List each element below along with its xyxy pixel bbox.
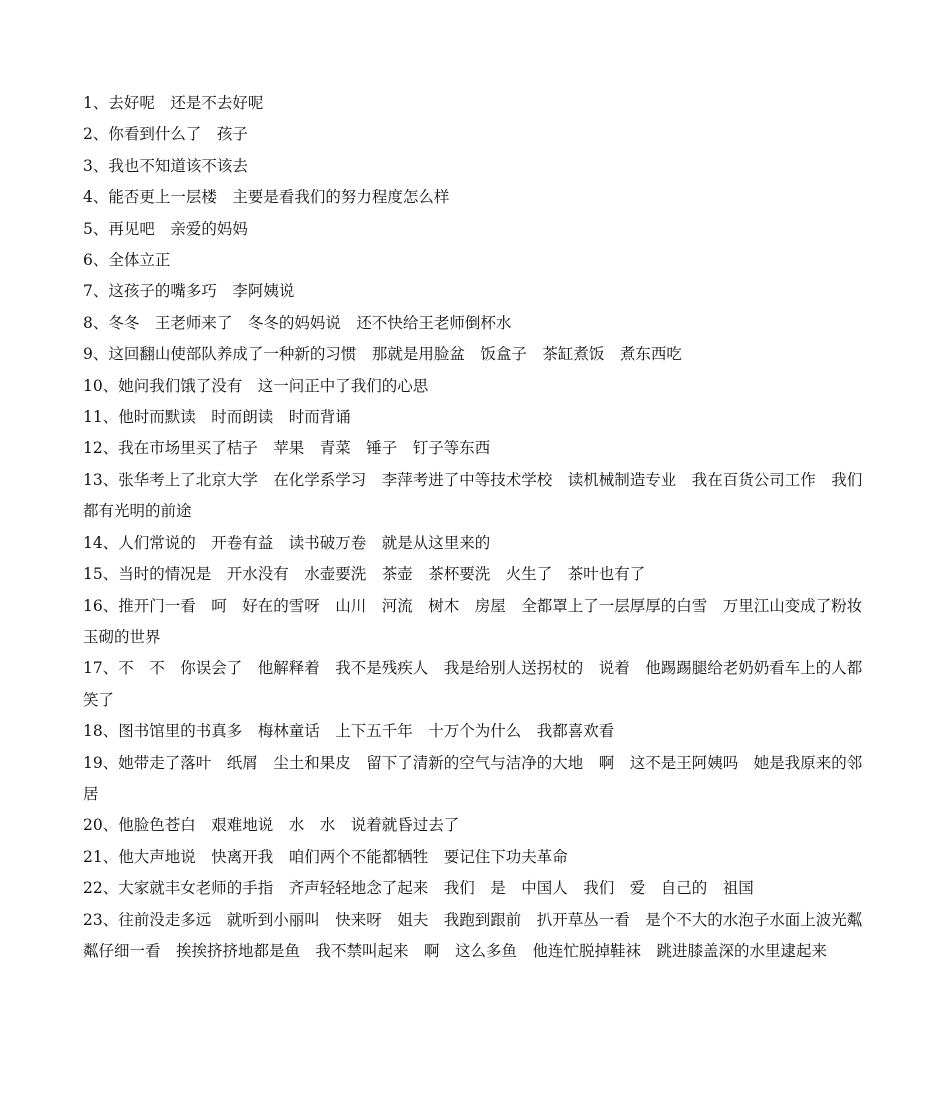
list-item: 7、这孩子的嘴多巧 李阿姨说: [83, 282, 295, 301]
list-item: 13、张华考上了北京大学 在化学系学习 李萍考进了中等技术学校 读机械制造专业 我在百货公司工作 我们都有光明的前途: [83, 470, 863, 521]
list-item: 2、你看到什么了 孩子: [83, 125, 248, 144]
list-item: 8、冬冬 王老师来了 冬冬的妈妈说 还不快给王老师倒杯水: [83, 313, 512, 332]
list-item: 22、大家就丰女老师的手指 齐声轻轻地念了起来 我们 是 中国人 我们 爱 自己的 祖国: [83, 879, 754, 898]
list-item: 1、去好呢 还是不去好呢: [83, 94, 264, 112]
list-item: 5、再见吧 亲爱的妈妈: [83, 219, 248, 238]
list-item: 4、能否更上一层楼 主要是看我们的努力程度怎么样: [83, 188, 450, 207]
list-item: 21、他大声地说 快离开我 咱们两个不能都牺牲 要记住下功夫革命: [83, 847, 568, 866]
list-item: 14、人们常说的 开卷有益 读书破万卷 就是从这里来的: [83, 533, 491, 552]
list-item: 23、往前没走多远 就听到小丽叫 快来呀 姐夫 我跑到跟前 扒开草丛一看 是个不大的水泡子水面上波光粼粼仔细一看 挨挨挤挤地都是鱼 我不禁叫起来 啊 这么多鱼 他连忙脱掉鞋袜 跳进膝盖深的水里逮起来: [83, 910, 863, 960]
list-item: 15、当时的情况是 开水没有 水壶要洗 茶壶 茶杯要洗 火生了 茶叶也有了: [83, 565, 646, 584]
list-item: 10、她问我们饿了没有 这一问正中了我们的心思: [83, 376, 429, 395]
list-item: 6、全体立正: [83, 251, 171, 270]
list-item: 20、他脸色苍白 艰难地说 水 水 说着就昏过去了: [83, 816, 460, 835]
list-item: 11、他时而默读 时而朗读 时而背诵: [83, 408, 351, 427]
list-item: 18、图书馆里的书真多 梅林童话 上下五千年 十万个为什么 我都喜欢看: [83, 722, 615, 741]
list-item: 9、这回翻山使部队养成了一种新的习惯 那就是用脸盆 饭盒子 茶缸煮饭 煮东西吃: [83, 345, 682, 364]
list-item: 17、不 不 你误会了 他解释着 我不是残疾人 我是给别人送拐杖的 说着 他踢踢腿给老奶奶看车上的人都笑了: [83, 659, 863, 709]
list-item: 19、她带走了落叶 纸屑 尘土和果皮 留下了清新的空气与洁净的大地 啊 这不是王阿姨吗 她是我原来的邻居: [83, 753, 863, 803]
exercise-list: [83, 88, 873, 967]
list-item: 16、推开门一看 呵 好在的雪呀 山川 河流 树木 房屋 全都罩上了一层厚厚的白雪 万里江山变成了粉妆玉砌的世界: [83, 596, 863, 646]
list-item: 12、我在市场里买了桔子 苹果 青菜 锤子 钉子等东西: [83, 439, 491, 458]
list-item: 3、我也不知道该不该去: [83, 156, 248, 175]
